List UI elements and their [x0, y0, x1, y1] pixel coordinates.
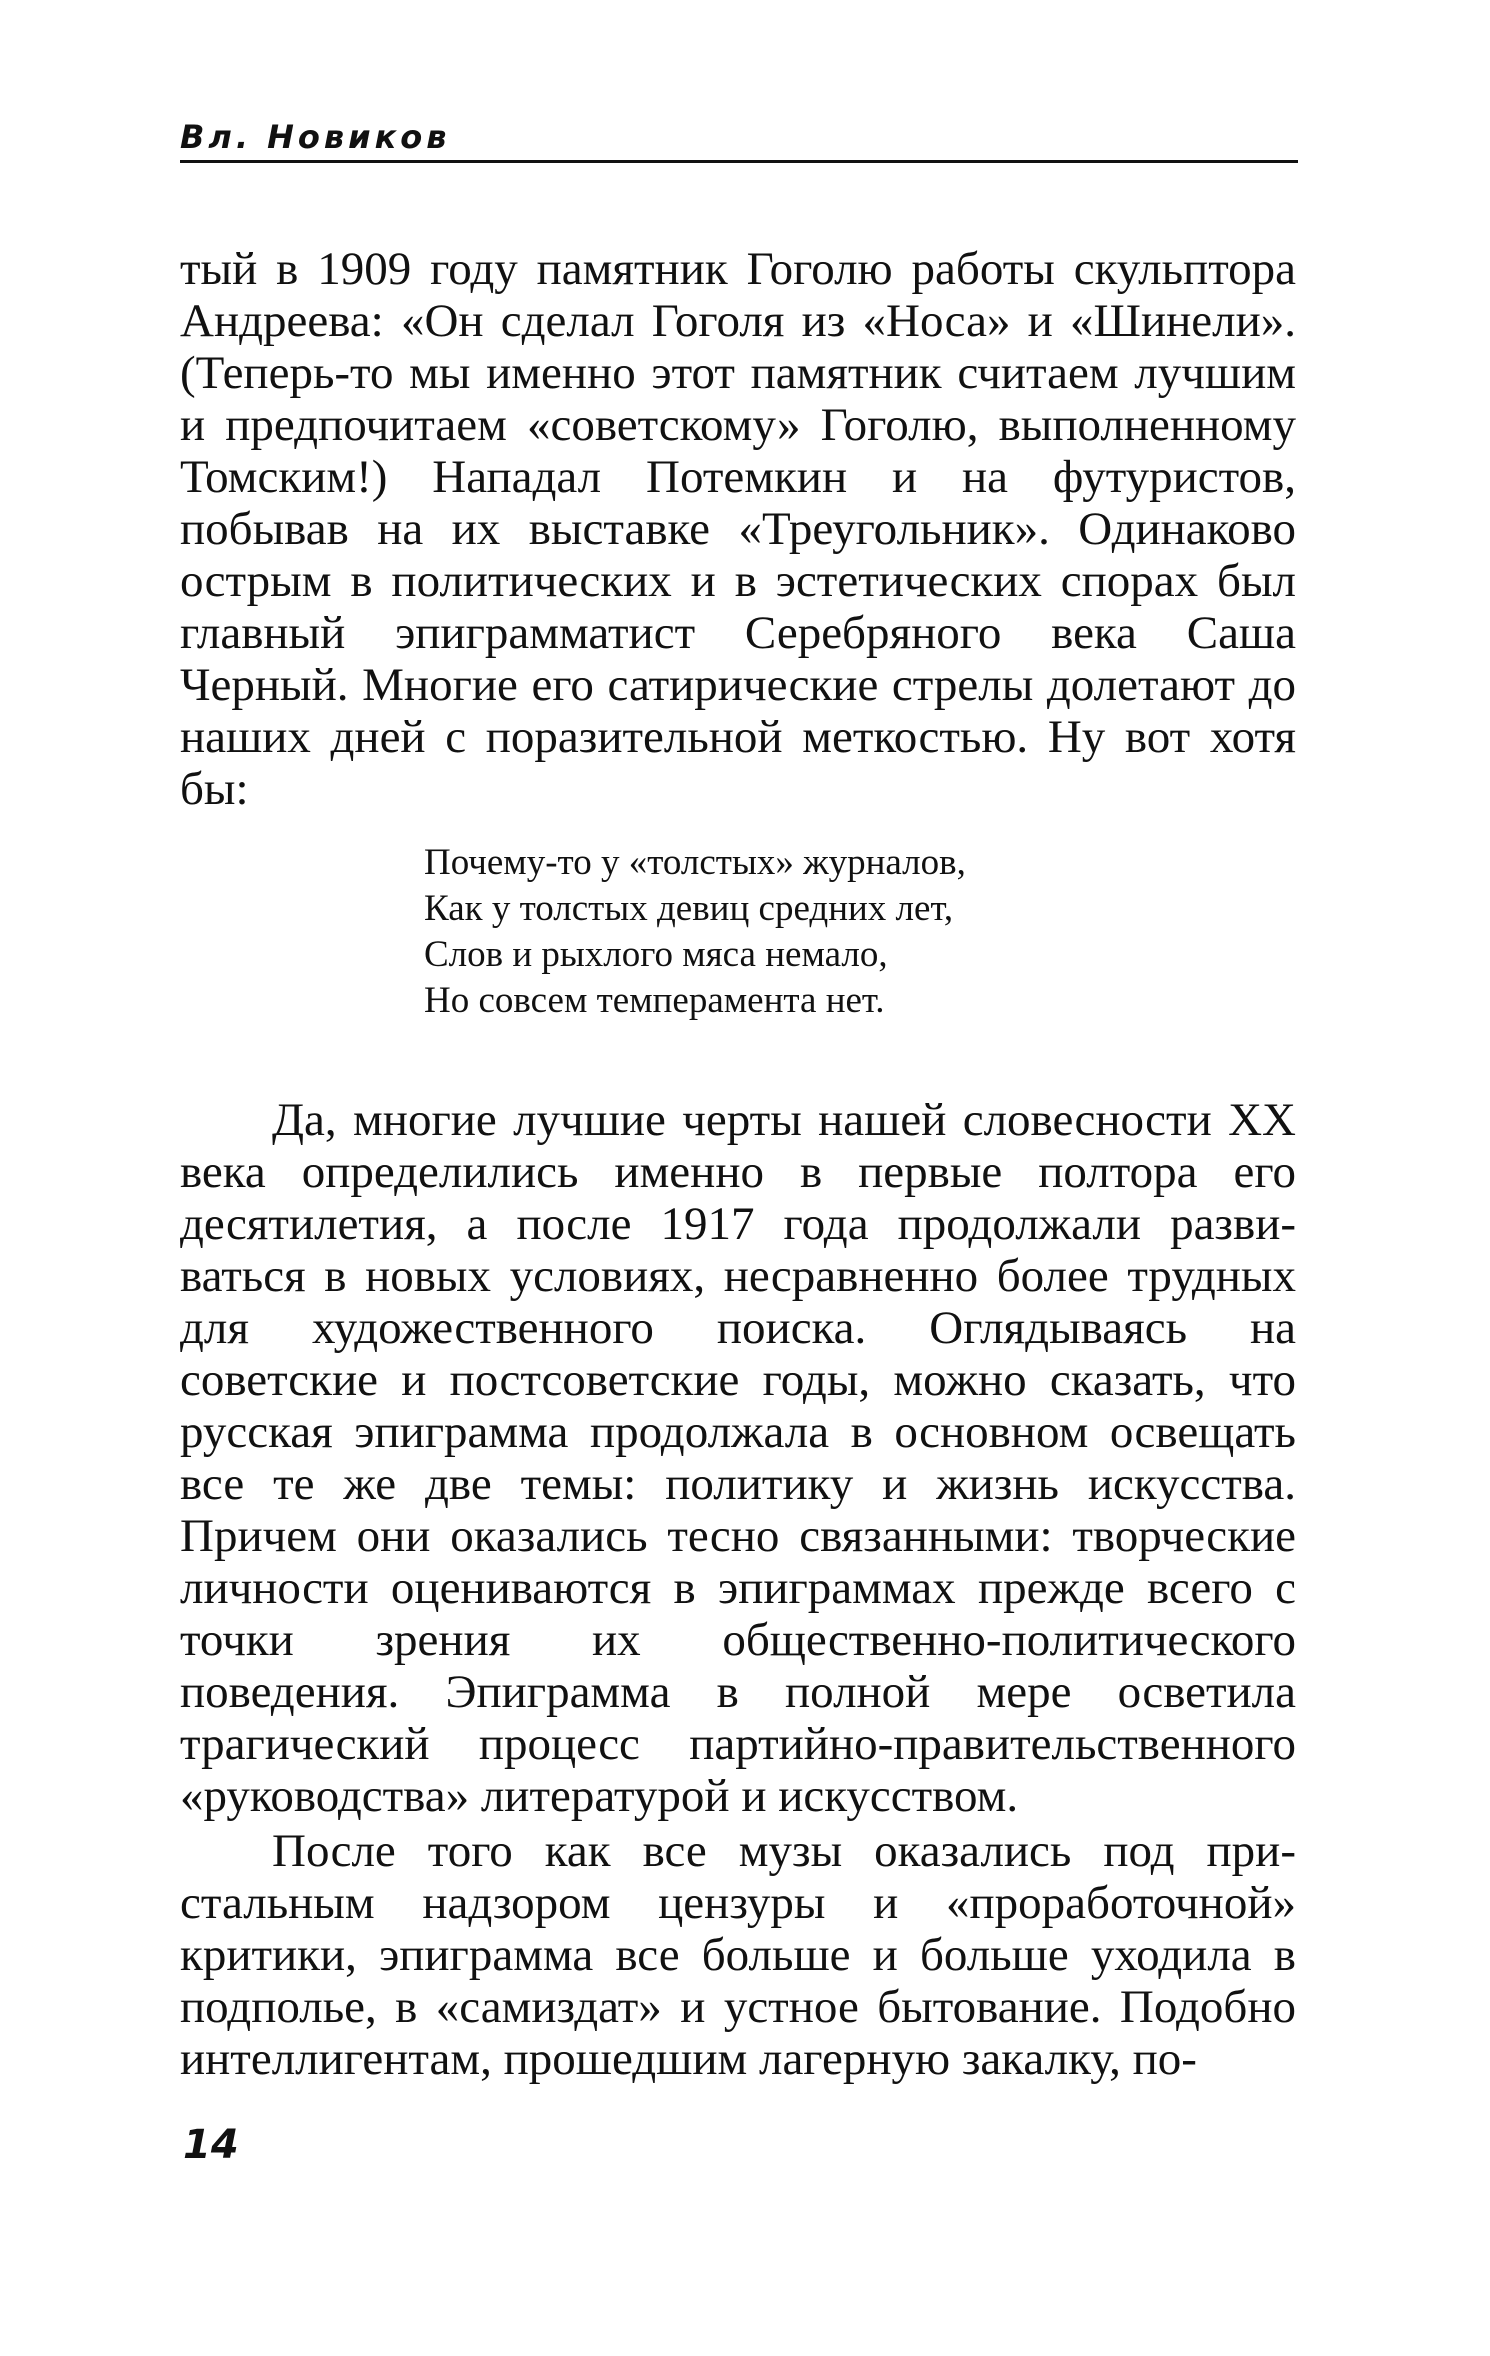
paragraph-2-text: Да, многие лучшие черты нашей словесности XX века определились именно в первые полтора его десятилетия, а после 1917 года продолжали развиваться в новых условиях, несравненно более трудных для художественного поиска. Оглядываясь на советские и постсоветские годы, можно сказать, что русская эпиграмма продолжала в основном освещать все те же две темы: политику и жизнь искусства. Причем они оказались тесно связанными: творческие личности оцениваются в эпиграммах прежде всего с точки зрения их общественно-политического поведения. Эпиграмма в полной мере осветила трагический процесс партийно-правительственного «руководства» литературой и искусством.	[180, 1094, 1296, 1822]
paragraph-2	[180, 1094, 1296, 1822]
poem-line-3: Слов и рыхлого мяса немало,	[424, 934, 888, 975]
poem-line-1: Почему-то у «толстых» журналов,	[424, 842, 966, 883]
poem-line-4: Но совсем темперамента нет.	[424, 980, 885, 1021]
poem-quote	[424, 840, 1304, 1024]
paragraph-3	[180, 1825, 1296, 2085]
running-head: Вл. Новиков	[180, 118, 451, 156]
page-number: 14	[183, 2122, 239, 2168]
header-rule	[180, 160, 1298, 163]
paragraph-1-text: тый в 1909 году памятник Гоголю работы скульптора Андреева: «Он сделал Гоголя из «Носа» и «Шинели». (Теперь-то мы именно этот памятник считаем лучшим и предпочитаем «советскому» Гоголю, выполненному Томским!) Нападал Потемкин и на футуристов, побывав на их выставке «Треугольник». Одинаково острым в политических и в эстетических спорах был главный эпиграмматист Серебряного века Саша Черный. Многие его сатирические стрелы долетают до наших дней с поразительной меткостью. Ну вот хотя бы:	[180, 243, 1296, 815]
paragraph-3-text: После того как все музы оказались под пристальным надзором цензуры и «проработочной» критики, эпиграмма все больше и больше уходила в подполье, в «самиздат» и устное бытование. Подобно интеллигентам, прошедшим лагерную закалку, по-	[180, 1825, 1296, 2085]
poem-line-2: Как у толстых девиц средних лет,	[424, 888, 954, 929]
paragraph-1	[180, 243, 1296, 815]
